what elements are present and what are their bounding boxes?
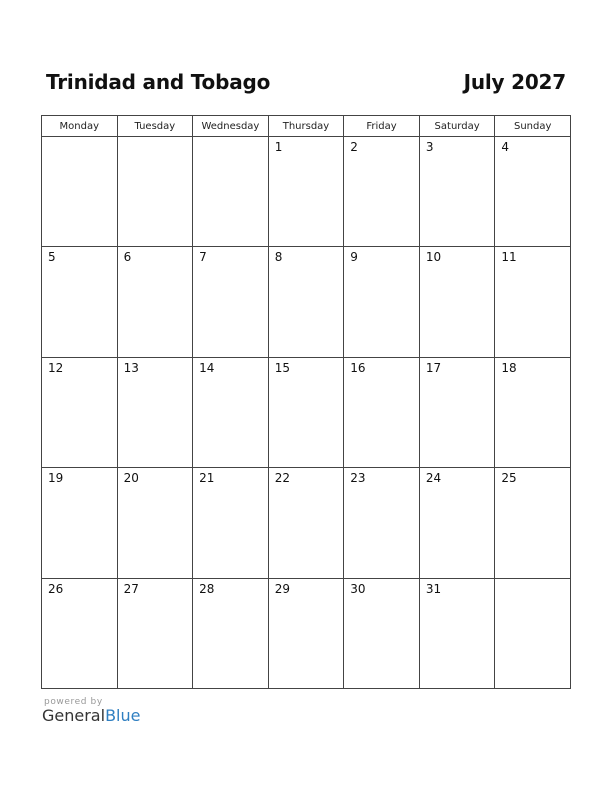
country-title: Trinidad and Tobago: [46, 70, 271, 94]
day-cell: [344, 137, 420, 247]
month-calendar-grid: [41, 115, 571, 689]
month-title: July 2027: [463, 70, 566, 94]
week-row-4: [42, 468, 571, 578]
day-cell: [117, 468, 193, 578]
day-number: [118, 137, 193, 140]
day-cell: [268, 468, 344, 578]
day-number: 29: [274, 581, 290, 596]
day-number: 2: [350, 140, 358, 154]
weekday-tuesday: Tuesday: [117, 116, 193, 137]
brand-name: [42, 706, 140, 725]
day-cell: [193, 468, 269, 578]
week-row-3: [42, 357, 571, 467]
weekday-saturday: Saturday: [419, 116, 495, 137]
weekday-friday: Friday: [344, 116, 420, 137]
brand-general: General: [42, 706, 106, 725]
day-cell: [193, 137, 269, 247]
weekday-header-row: [42, 116, 571, 137]
day-cell: [344, 357, 420, 467]
day-number: 4: [501, 140, 510, 154]
day-number: 9: [350, 250, 358, 265]
day-number: [495, 579, 570, 582]
day-cell: [193, 247, 269, 357]
day-number: 5: [48, 250, 56, 265]
day-cell: [495, 247, 571, 357]
day-cell: [344, 468, 420, 578]
day-number: 11: [501, 250, 517, 265]
day-cell: [268, 137, 344, 247]
day-number: 19: [48, 471, 64, 486]
day-number: 7: [199, 250, 207, 265]
day-cell: [344, 578, 420, 688]
day-number: 18: [501, 360, 517, 375]
day-number: 23: [350, 471, 366, 486]
day-number: [193, 137, 268, 140]
day-number: 22: [274, 471, 290, 486]
day-cell: [495, 468, 571, 578]
day-cell: [268, 247, 344, 357]
weekday-sunday: Sunday: [495, 116, 571, 137]
day-cell: [344, 247, 420, 357]
day-cell: [117, 578, 193, 688]
day-cell: [42, 247, 118, 357]
day-cell: [419, 578, 495, 688]
day-number: 10: [425, 250, 442, 265]
day-number: 30: [350, 581, 366, 596]
day-number: 28: [199, 581, 215, 596]
day-cell: [42, 137, 118, 247]
week-row-1: [42, 137, 571, 247]
day-number: 31: [425, 581, 442, 596]
day-cell: [495, 357, 571, 467]
brand-blue: Blue: [105, 706, 141, 725]
day-cell: [42, 357, 118, 467]
weekday-monday: Monday: [42, 116, 118, 137]
day-cell: [419, 357, 495, 467]
weekday-thursday: Thursday: [268, 116, 344, 137]
weekday-wednesday: Wednesday: [193, 116, 269, 137]
day-cell: [419, 468, 495, 578]
day-number: 27: [123, 581, 139, 596]
day-cell: [193, 357, 269, 467]
day-cell: [193, 578, 269, 688]
day-cell: [117, 357, 193, 467]
day-number: 17: [425, 360, 442, 375]
day-number: 6: [123, 250, 132, 265]
day-cell: [42, 578, 118, 688]
day-number: 13: [123, 360, 139, 375]
day-number: 16: [350, 360, 366, 375]
day-cell: [117, 137, 193, 247]
day-cell: [268, 357, 344, 467]
day-number: 21: [199, 471, 215, 486]
day-number: 12: [48, 360, 64, 375]
day-number: 14: [199, 360, 215, 375]
day-number: 15: [274, 360, 290, 375]
day-number: 20: [123, 471, 139, 486]
calendar-header: [46, 70, 566, 100]
day-cell: [495, 578, 571, 688]
day-cell: [268, 578, 344, 688]
day-number: [42, 137, 117, 140]
week-row-5: [42, 578, 571, 688]
day-cell: [117, 247, 193, 357]
day-cell: [419, 247, 495, 357]
day-number: 3: [425, 140, 434, 154]
generalblue-logo: [42, 697, 140, 725]
day-number: 1: [274, 140, 283, 154]
day-number: 24: [425, 471, 442, 486]
powered-by-label: powered by: [44, 697, 103, 707]
day-number: 8: [274, 250, 283, 265]
day-cell: [419, 137, 495, 247]
day-number: 26: [48, 581, 64, 596]
day-cell: [495, 137, 571, 247]
day-number: 25: [501, 471, 517, 486]
week-row-2: [42, 247, 571, 357]
day-cell: [42, 468, 118, 578]
